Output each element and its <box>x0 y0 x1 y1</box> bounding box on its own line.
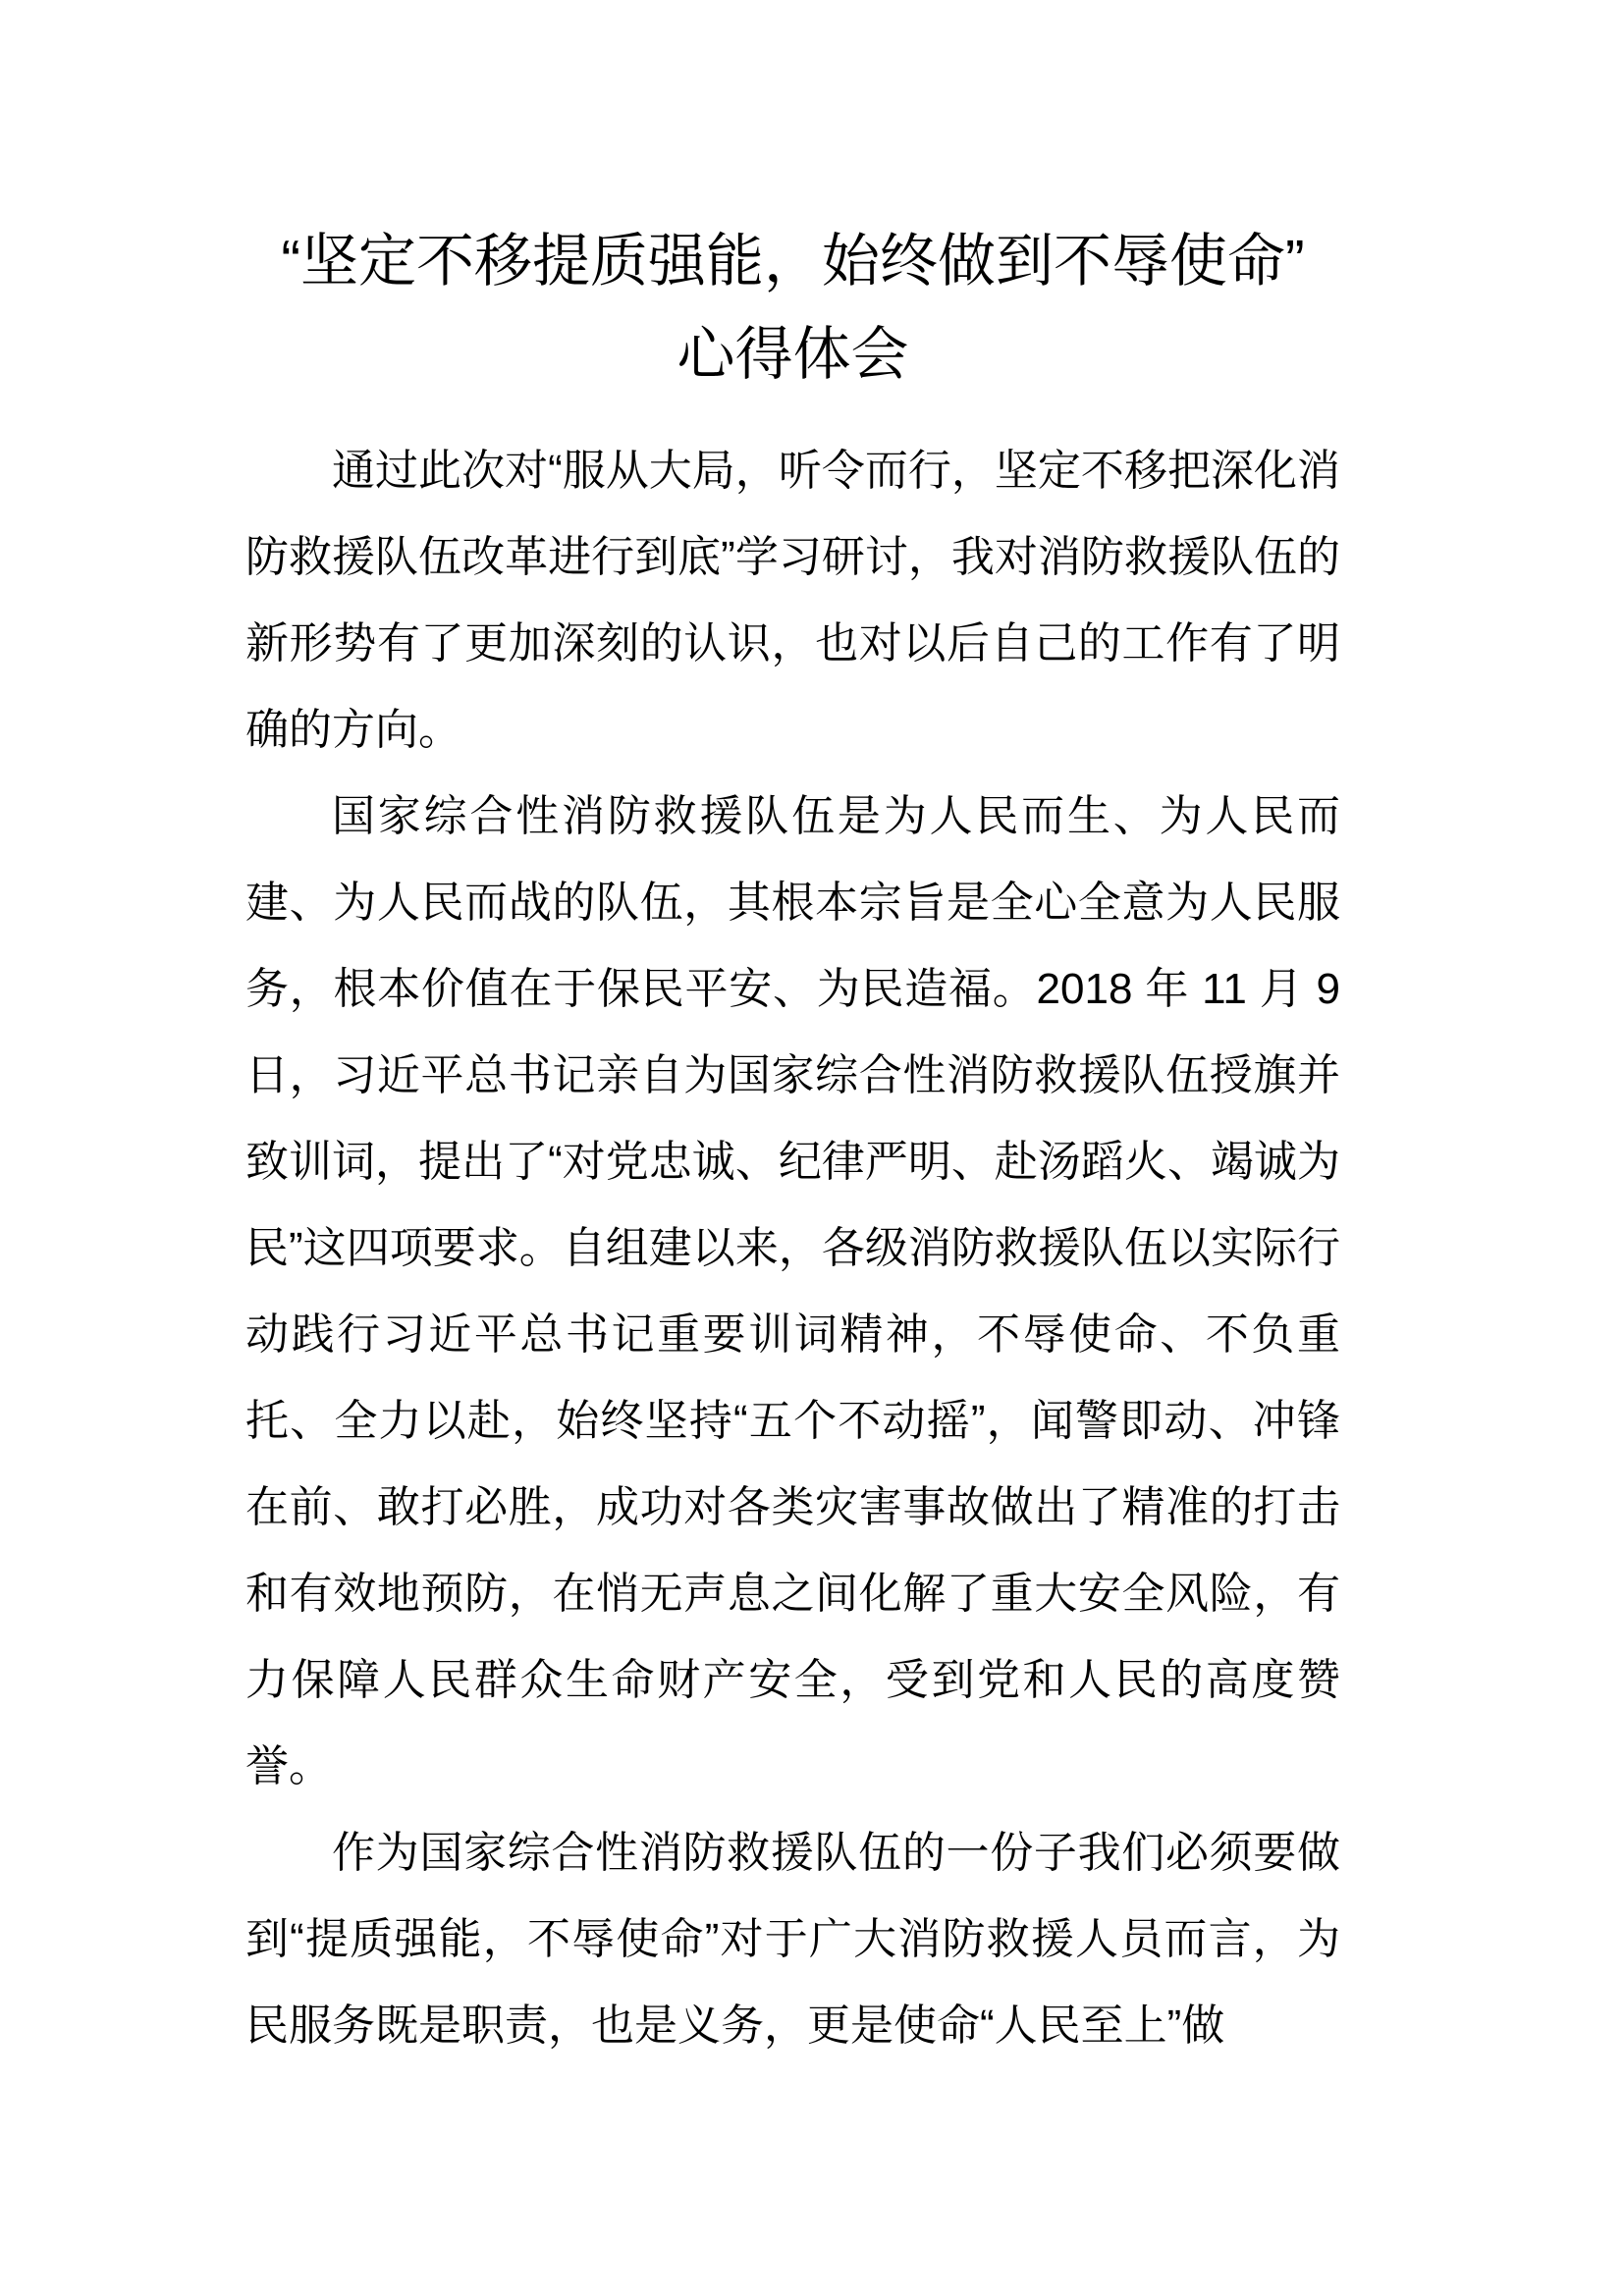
paragraph-1: 通过此次对“服从大局，听令而行，坚定不移把深化消防救援队伍改革进行到底”学习研讨，我对消防救援队伍的新形势有了更加深刻的认识，也对以后自己的工作有了明确的方向。 <box>245 447 1340 754</box>
document-content <box>245 215 1340 2069</box>
title-line-2: 心得体会 <box>677 322 909 387</box>
title-line-1: “坚定不移提质强能，始终做到不辱使命” <box>281 229 1305 294</box>
paragraph-2: 国家综合性消防救援队伍是为人民而生、为人民而建、为人民而战的队伍，其根本宗旨是全心全意为人民服务，根本价值在于保民平安、为民造福。2018 年 11 月 9 日，习近平总书记亲自为国家综合性消防救援队伍授旗并致训词，提出了“对党忠诚、纪律严明、赴汤蹈火、竭诚为民”这四项要求。自组建以来，各级消防救援队伍以实际行动践行习近平总书记重要训词精神，不辱使命、不负重托、全力以赴，始终坚持“五个不动摇”，闻警即动、冲锋在前、敢打必胜，成功对各类灾害事故做出了精准的打击和有效地预防，在悄无声息之间化解了重大安全风险，有力保障人民群众生命财产安全，受到党和人民的高度赞誉。 <box>245 792 1340 1790</box>
document-title <box>245 215 1340 401</box>
paragraph-3: 作为国家综合性消防救援队伍的一份子我们必须要做到“提质强能，不辱使命”对于广大消防救援人员而言，为民服务既是职责，也是义务，更是使命“人民至上”做 <box>245 1829 1340 2050</box>
